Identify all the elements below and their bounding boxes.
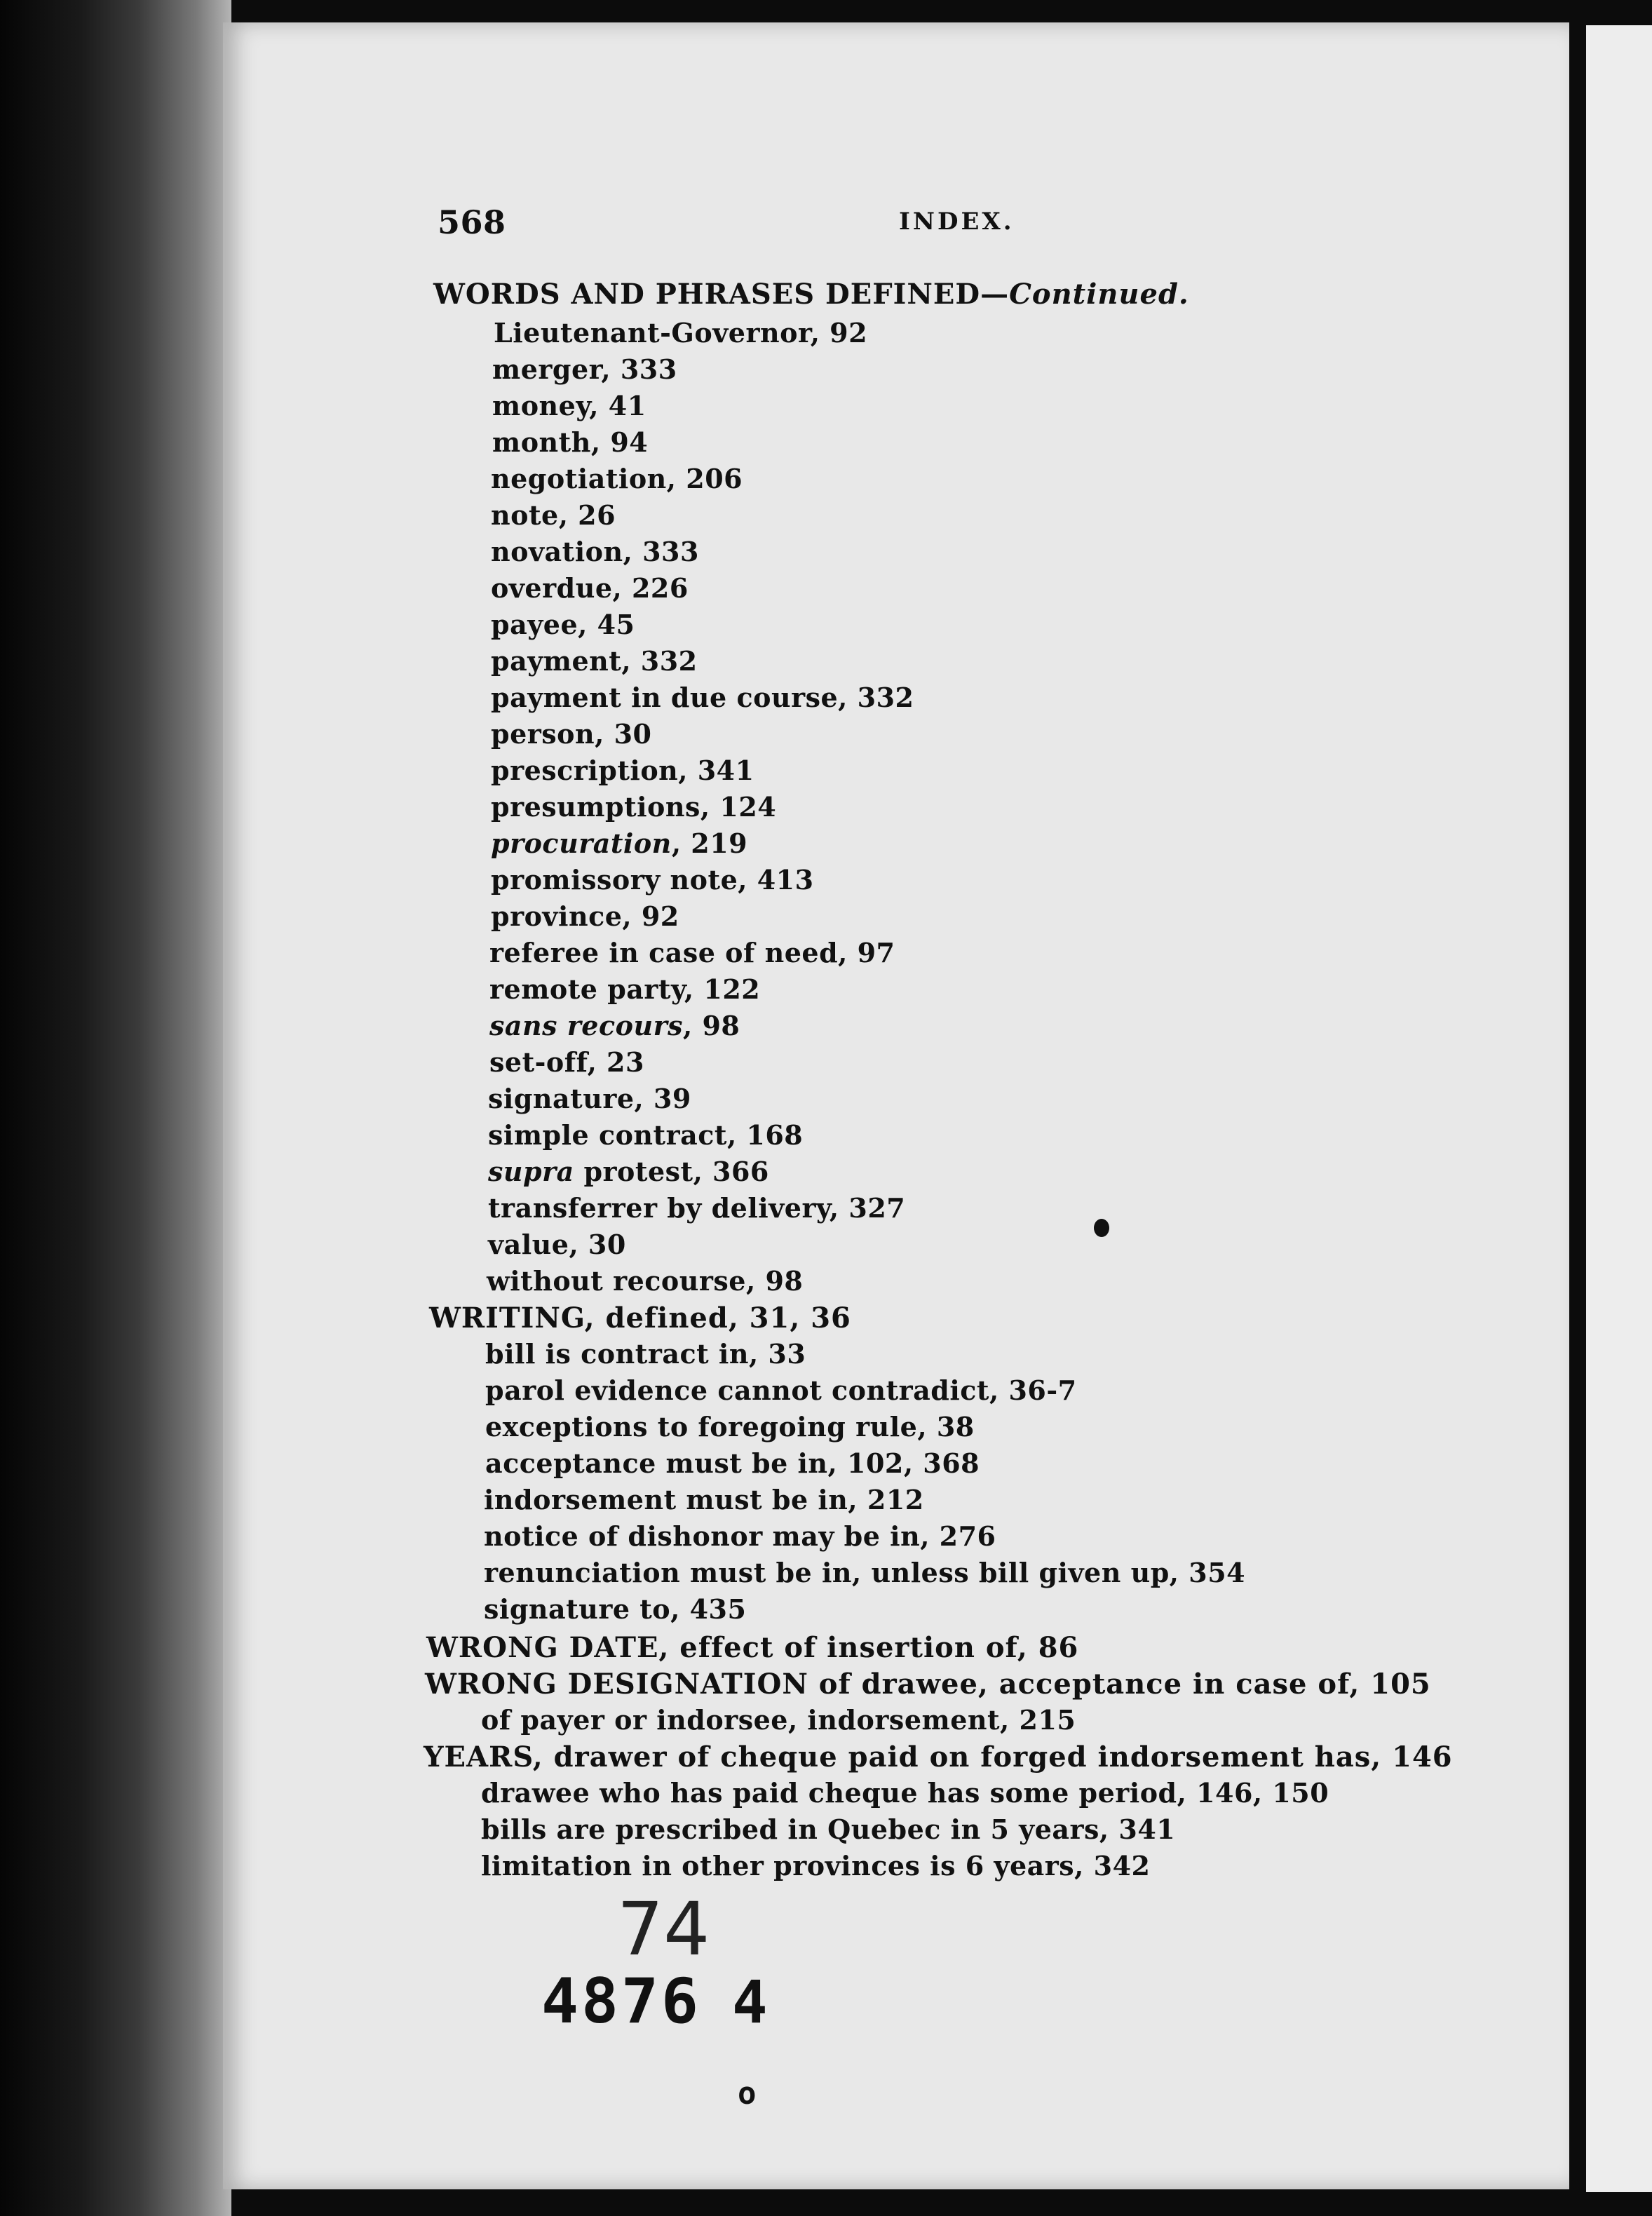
index-entry [491,827,747,859]
ink-blot [1094,1219,1109,1237]
small-ink-mark: o [738,2076,757,2112]
index-entry: promissory note, 413 [491,864,814,896]
index-entry: note, 26 [491,499,616,531]
adjacent-page-edge [1586,25,1652,2192]
index-entry: bill is contract in, 33 [485,1338,806,1370]
entry-page-refs: protest, 366 [574,1156,769,1187]
entry-italic-term: procuration [491,827,672,859]
index-entry: renunciation must be in, unless bill given up, 354 [484,1557,1246,1588]
index-entry: referee in case of need, 97 [489,937,895,968]
index-entry: acceptance must be in, 102, 368 [485,1447,980,1479]
index-entry: notice of dishonor may be in, 276 [484,1520,996,1552]
index-entry: signature to, 435 [484,1593,747,1625]
index-entry: signature, 39 [488,1083,691,1114]
index-entry: bills are prescribed in Quebec in 5 years, 341 [481,1813,1176,1845]
index-entry: negotiation, 206 [491,463,743,494]
entry-page-refs: , 98 [683,1010,740,1041]
index-entry: payment in due course, 332 [491,682,914,713]
index-heading-wrong-designation: WRONG DESIGNATION of drawee, acceptance in case of, 105 [425,1668,1431,1701]
stamped-accession-suffix: 4 [732,1968,768,2036]
index-entry: parol evidence cannot contradict, 36-7 [485,1374,1077,1406]
index-entry: person, 30 [491,718,652,750]
index-entry: transferrer by delivery, 327 [488,1192,906,1224]
index-entry: merger, 333 [492,353,677,385]
index-entry: payment, 332 [491,645,698,677]
index-heading-writing: WRITING, defined, 31, 36 [429,1302,851,1335]
index-entry: presumptions, 124 [491,791,777,823]
index-entry: payee, 45 [491,609,635,640]
index-entry: of payer or indorsee, indorsement, 215 [481,1704,1076,1736]
index-entry [489,1010,740,1041]
heading-main-text: WORDS AND PHRASES DEFINED— [433,278,1010,311]
index-entry: drawee who has paid cheque has some period, 146, 150 [481,1777,1329,1809]
index-entry: overdue, 226 [491,572,689,604]
index-entry: indorsement must be in, 212 [484,1484,924,1515]
index-entry: novation, 333 [491,536,699,567]
index-entry: without recourse, 98 [487,1265,804,1297]
book-binding-shadow [0,0,231,2216]
index-heading-words-and-phrases [433,278,1189,311]
index-entry: remote party, 122 [489,973,761,1005]
index-entry: value, 30 [488,1229,626,1260]
entry-italic-term: supra [488,1156,574,1187]
index-entry: prescription, 341 [491,755,754,786]
entry-italic-term: sans recours [489,1010,683,1041]
page-number: 568 [438,203,506,241]
index-entry: money, 41 [492,390,646,421]
heading-continued-text: Continued. [1009,278,1189,311]
index-heading-wrong-date: WRONG DATE, effect of insertion of, 86 [426,1631,1079,1664]
index-entry: simple contract, 168 [488,1119,804,1151]
index-entry: limitation in other provinces is 6 years, 342 [481,1850,1151,1881]
handwritten-shelf-mark: 74 [617,1886,710,1972]
entry-page-refs: , 219 [671,827,748,859]
index-entry [488,1156,769,1187]
stamped-accession-number: 4876 [541,1965,701,2037]
running-head: INDEX. [899,208,1015,236]
index-heading-years: YEARS, drawer of cheque paid on forged indorsement has, 146 [424,1741,1453,1774]
index-entry: exceptions to foregoing rule, 38 [485,1411,975,1443]
index-entry: Lieutenant-Governor, 92 [494,317,868,349]
index-entry: month, 94 [492,426,649,458]
index-entry: province, 92 [491,900,679,932]
index-entry: set-off, 23 [489,1046,644,1078]
